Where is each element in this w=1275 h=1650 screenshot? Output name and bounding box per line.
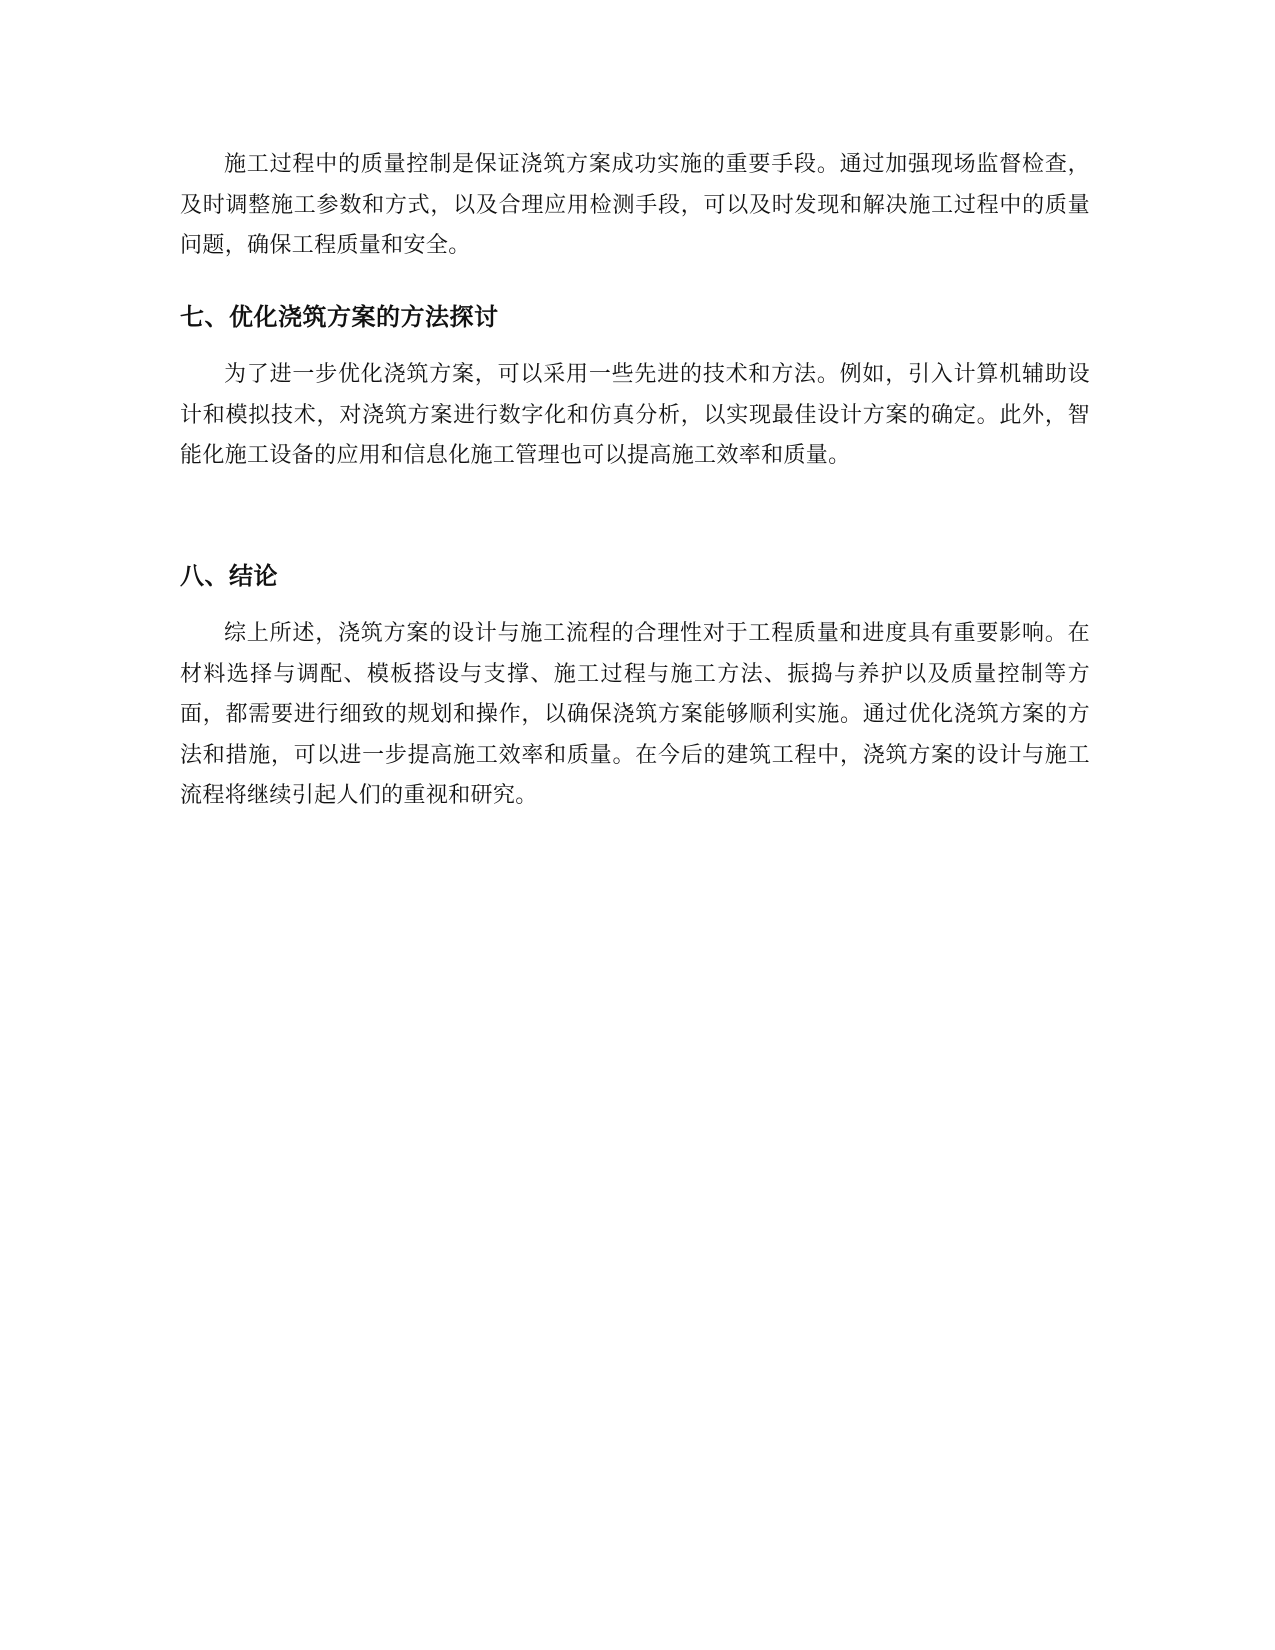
section-7-heading: 七、优化浇筑方案的方法探讨 (180, 303, 499, 331)
section-7-paragraph: 为了进一步优化浇筑方案，可以采用一些先进的技术和方法。例如，引入计算机辅助设计和模拟技术，对浇筑方案进行数字化和仿真分析，以实现最佳设计方案的确定。此外，智能化施工设备的应用和信息化施工管理也可以提高施工效率和质量。 (180, 362, 1090, 468)
section-8-heading: 八、结论 (180, 562, 278, 590)
section-8-paragraph: 综上所述，浇筑方案的设计与施工流程的合理性对于工程质量和进度具有重要影响。在材料选择与调配、模板搭设与支撑、施工过程与施工方法、振捣与养护以及质量控制等方面，都需要进行细致的规划和操作，以确保浇筑方案能够顺利实施。通过优化浇筑方案的方法和措施，可以进一步提高施工效率和质量。在今后的建筑工程中，浇筑方案的设计与施工流程将继续引起人们的重视和研究。 (180, 621, 1090, 808)
paragraph-quality-control: 施工过程中的质量控制是保证浇筑方案成功实施的重要手段。通过加强现场监督检查，及时调整施工参数和方式，以及合理应用检测手段，可以及时发现和解决施工过程中的质量问题，确保工程质量和安全。 (180, 152, 1090, 258)
